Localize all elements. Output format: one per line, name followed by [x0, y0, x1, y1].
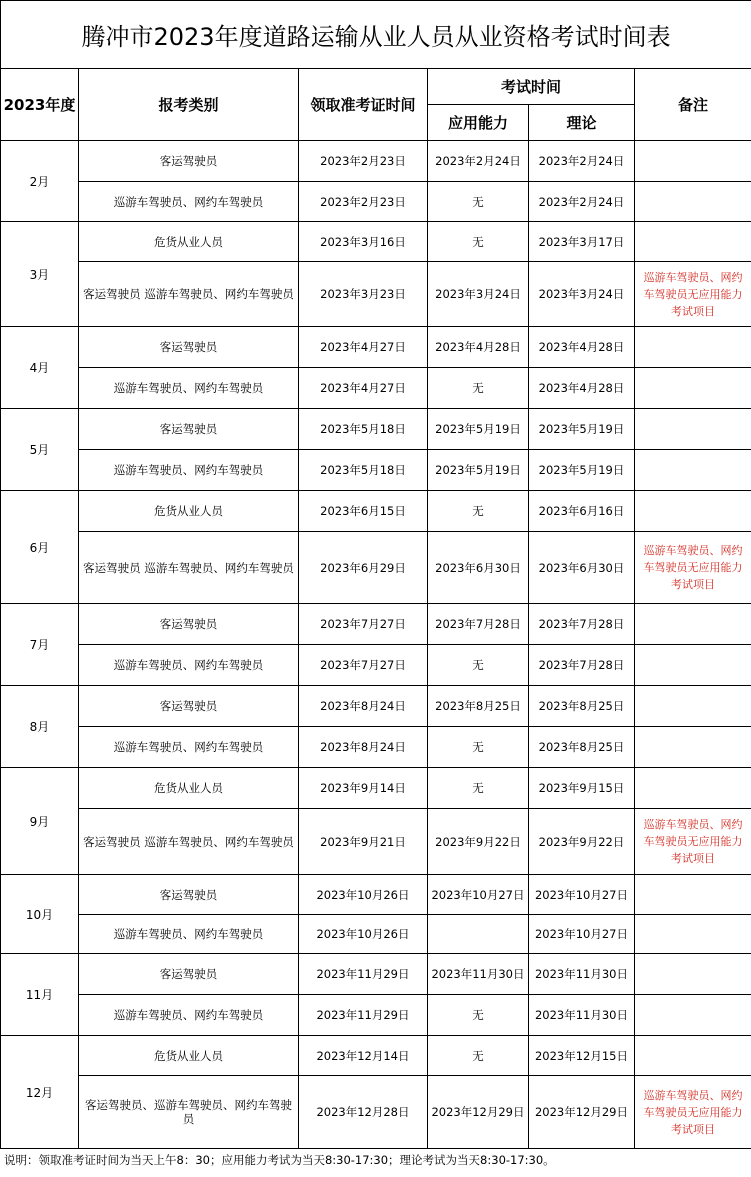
- category-cell: 客运驾驶员 巡游车驾驶员、网约车驾驶员: [79, 262, 299, 327]
- category-cell: 危货从业人员: [79, 491, 299, 532]
- table-row: [1, 645, 751, 686]
- ticket-time-cell: 2023年6月29日: [299, 532, 428, 604]
- header-applied: 应用能力: [428, 105, 529, 141]
- category-cell: 客运驾驶员: [79, 686, 299, 727]
- category-cell: 巡游车驾驶员、网约车驾驶员: [79, 727, 299, 768]
- note-line: 考试项目: [671, 852, 716, 865]
- table-row: [1, 809, 751, 875]
- applied-exam-cell: 2023年4月28日: [428, 327, 529, 368]
- applied-exam-cell: 2023年5月19日: [428, 409, 529, 450]
- note-cell: [635, 645, 751, 686]
- table-row: [1, 532, 751, 604]
- category-cell: 客运驾驶员 巡游车驾驶员、网约车驾驶员: [79, 532, 299, 604]
- theory-exam-cell: 2023年12月29日: [529, 1076, 635, 1149]
- table-row: [1, 409, 751, 450]
- note-cell: [635, 809, 751, 875]
- ticket-time-cell: 2023年7月27日: [299, 645, 428, 686]
- month-cell: 7月: [1, 604, 79, 686]
- applied-exam-cell: [428, 915, 529, 954]
- category-cell: 客运驾驶员: [79, 409, 299, 450]
- month-cell: 9月: [1, 768, 79, 875]
- month-cell: 5月: [1, 409, 79, 491]
- note-cell: [635, 182, 751, 222]
- month-cell: 2月: [1, 141, 79, 222]
- month-cell: 12月: [1, 1036, 79, 1149]
- month-cell: 6月: [1, 491, 79, 604]
- page-title: 腾冲市2023年度道路运输从业人员从业资格考试时间表: [1, 1, 751, 69]
- category-cell: 巡游车驾驶员、网约车驾驶员: [79, 182, 299, 222]
- note-cell: [635, 686, 751, 727]
- table-row: [1, 995, 751, 1036]
- month-cell: 10月: [1, 875, 79, 954]
- ticket-time-cell: 2023年7月27日: [299, 604, 428, 645]
- header-ticket-time: 领取准考证时间: [299, 69, 428, 141]
- applied-exam-cell: 2023年9月22日: [428, 809, 529, 875]
- header-theory: 理论: [529, 105, 635, 141]
- category-cell: 巡游车驾驶员、网约车驾驶员: [79, 995, 299, 1036]
- theory-exam-cell: 2023年7月28日: [529, 645, 635, 686]
- applied-exam-cell: 2023年11月30日: [428, 954, 529, 995]
- ticket-time-cell: 2023年10月26日: [299, 875, 428, 915]
- table-row: [1, 1036, 751, 1076]
- note-cell: [635, 915, 751, 954]
- note-cell: [635, 954, 751, 995]
- applied-exam-cell: 2023年6月30日: [428, 532, 529, 604]
- note-cell: [635, 222, 751, 262]
- ticket-time-cell: 2023年4月27日: [299, 368, 428, 409]
- theory-exam-cell: 2023年12月15日: [529, 1036, 635, 1076]
- applied-exam-cell: 无: [428, 768, 529, 809]
- applied-exam-cell: 无: [428, 368, 529, 409]
- note-cell: [635, 141, 751, 182]
- applied-exam-cell: 无: [428, 182, 529, 222]
- category-cell: 客运驾驶员: [79, 327, 299, 368]
- note-line: 考试项目: [671, 1122, 716, 1136]
- category-cell: 危货从业人员: [79, 768, 299, 809]
- ticket-time-cell: 2023年3月16日: [299, 222, 428, 262]
- note-line: 车驾驶员无应用能力: [643, 835, 743, 848]
- table-row: [1, 604, 751, 645]
- ticket-time-cell: 2023年5月18日: [299, 409, 428, 450]
- note-cell: [635, 409, 751, 450]
- note-cell: [635, 1076, 751, 1149]
- table-row: [1, 368, 751, 409]
- ticket-time-cell: 2023年9月14日: [299, 768, 428, 809]
- table-row: [1, 222, 751, 262]
- theory-exam-cell: 2023年11月30日: [529, 954, 635, 995]
- applied-exam-cell: 无: [428, 645, 529, 686]
- applied-exam-cell: 2023年7月28日: [428, 604, 529, 645]
- theory-exam-cell: 2023年6月16日: [529, 491, 635, 532]
- note-cell: [635, 727, 751, 768]
- ticket-time-cell: 2023年9月21日: [299, 809, 428, 875]
- theory-exam-cell: 2023年8月25日: [529, 686, 635, 727]
- theory-exam-cell: 2023年8月25日: [529, 727, 635, 768]
- ticket-time-cell: 2023年8月24日: [299, 686, 428, 727]
- footer-note: 说明：领取准考证时间为当天上午8：30；应用能力考试为当天8:30-17:30；理论考试为当天8:30-17:30。: [4, 1153, 555, 1167]
- category-cell: 巡游车驾驶员、网约车驾驶员: [79, 368, 299, 409]
- ticket-time-cell: 2023年12月28日: [299, 1076, 428, 1149]
- category-cell: 巡游车驾驶员、网约车驾驶员: [79, 915, 299, 954]
- theory-exam-cell: 2023年10月27日: [529, 915, 635, 954]
- header-exam-time: 考试时间: [428, 69, 635, 105]
- table-row: [1, 768, 751, 809]
- note-line: 巡游车驾驶员、网约: [643, 270, 743, 284]
- table-row: [1, 727, 751, 768]
- month-cell: 4月: [1, 327, 79, 409]
- note-cell: [635, 262, 751, 327]
- category-cell: 危货从业人员: [79, 222, 299, 262]
- category-cell: 巡游车驾驶员、网约车驾驶员: [79, 645, 299, 686]
- header-year: 2023年度: [1, 69, 79, 141]
- applied-exam-cell: 2023年12月29日: [428, 1076, 529, 1149]
- theory-exam-cell: 2023年2月24日: [529, 141, 635, 182]
- note-cell: [635, 768, 751, 809]
- note-cell: [635, 368, 751, 409]
- theory-exam-cell: 2023年11月30日: [529, 995, 635, 1036]
- ticket-time-cell: 2023年5月18日: [299, 450, 428, 491]
- theory-exam-cell: 2023年10月27日: [529, 875, 635, 915]
- note-cell: [635, 450, 751, 491]
- table-row: [1, 262, 751, 327]
- table-row: [1, 327, 751, 368]
- ticket-time-cell: 2023年2月23日: [299, 141, 428, 182]
- header-category: 报考类别: [79, 69, 299, 141]
- applied-exam-cell: 无: [428, 1036, 529, 1076]
- note-cell: [635, 327, 751, 368]
- note-line: 巡游车驾驶员、网约: [643, 544, 743, 557]
- table-row: [1, 1076, 751, 1149]
- note-line: 考试项目: [671, 578, 716, 591]
- theory-exam-cell: 2023年2月24日: [529, 182, 635, 222]
- table-row: [1, 954, 751, 995]
- note-line: 巡游车驾驶员、网约: [643, 1088, 743, 1102]
- table-row: [1, 915, 751, 954]
- month-cell: 3月: [1, 222, 79, 327]
- header-note: 备注: [635, 69, 751, 141]
- ticket-time-cell: 2023年10月26日: [299, 915, 428, 954]
- applied-exam-cell: 无: [428, 222, 529, 262]
- applied-exam-cell: 无: [428, 727, 529, 768]
- applied-exam-cell: 2023年10月27日: [428, 875, 529, 915]
- note-line: 车驾驶员无应用能力: [643, 1105, 743, 1119]
- note-cell: [635, 604, 751, 645]
- ticket-time-cell: 2023年12月14日: [299, 1036, 428, 1076]
- category-cell: 客运驾驶员 巡游车驾驶员、网约车驾驶员: [79, 809, 299, 875]
- note-line: 考试项目: [671, 304, 716, 318]
- theory-exam-cell: 2023年4月28日: [529, 368, 635, 409]
- note-cell: [635, 532, 751, 604]
- ticket-time-cell: 2023年3月23日: [299, 262, 428, 327]
- applied-exam-cell: 2023年3月24日: [428, 262, 529, 327]
- table-row: [1, 450, 751, 491]
- table-row: [1, 182, 751, 222]
- theory-exam-cell: 2023年3月24日: [529, 262, 635, 327]
- note-line: 车驾驶员无应用能力: [643, 287, 743, 301]
- category-cell: 巡游车驾驶员、网约车驾驶员: [79, 450, 299, 491]
- ticket-time-cell: 2023年11月29日: [299, 995, 428, 1036]
- table-row: [1, 491, 751, 532]
- theory-exam-cell: 2023年6月30日: [529, 532, 635, 604]
- theory-exam-cell: 2023年4月28日: [529, 327, 635, 368]
- applied-exam-cell: 无: [428, 995, 529, 1036]
- category-cell: 客运驾驶员: [79, 875, 299, 915]
- ticket-time-cell: 2023年8月24日: [299, 727, 428, 768]
- ticket-time-cell: 2023年2月23日: [299, 182, 428, 222]
- category-cell: 客运驾驶员: [79, 604, 299, 645]
- applied-exam-cell: 2023年5月19日: [428, 450, 529, 491]
- note-cell: [635, 875, 751, 915]
- ticket-time-cell: 2023年6月15日: [299, 491, 428, 532]
- note-line: 巡游车驾驶员、网约: [643, 818, 743, 831]
- table-row: [1, 141, 751, 182]
- theory-exam-cell: 2023年3月17日: [529, 222, 635, 262]
- month-cell: 11月: [1, 954, 79, 1036]
- applied-exam-cell: 2023年8月25日: [428, 686, 529, 727]
- theory-exam-cell: 2023年9月22日: [529, 809, 635, 875]
- table-row: [1, 686, 751, 727]
- theory-exam-cell: 2023年7月28日: [529, 604, 635, 645]
- month-cell: 8月: [1, 686, 79, 768]
- theory-exam-cell: 2023年5月19日: [529, 409, 635, 450]
- note-line: 车驾驶员无应用能力: [643, 561, 743, 574]
- table-row: [1, 875, 751, 915]
- category-cell: 客运驾驶员: [79, 141, 299, 182]
- applied-exam-cell: 2023年2月24日: [428, 141, 529, 182]
- note-cell: [635, 491, 751, 532]
- theory-exam-cell: 2023年9月15日: [529, 768, 635, 809]
- note-cell: [635, 1036, 751, 1076]
- category-cell: 客运驾驶员、巡游车驾驶员、网约车驾驶员: [79, 1076, 299, 1149]
- category-cell: 危货从业人员: [79, 1036, 299, 1076]
- category-cell: 客运驾驶员: [79, 954, 299, 995]
- note-cell: [635, 995, 751, 1036]
- applied-exam-cell: 无: [428, 491, 529, 532]
- ticket-time-cell: 2023年11月29日: [299, 954, 428, 995]
- theory-exam-cell: 2023年5月19日: [529, 450, 635, 491]
- ticket-time-cell: 2023年4月27日: [299, 327, 428, 368]
